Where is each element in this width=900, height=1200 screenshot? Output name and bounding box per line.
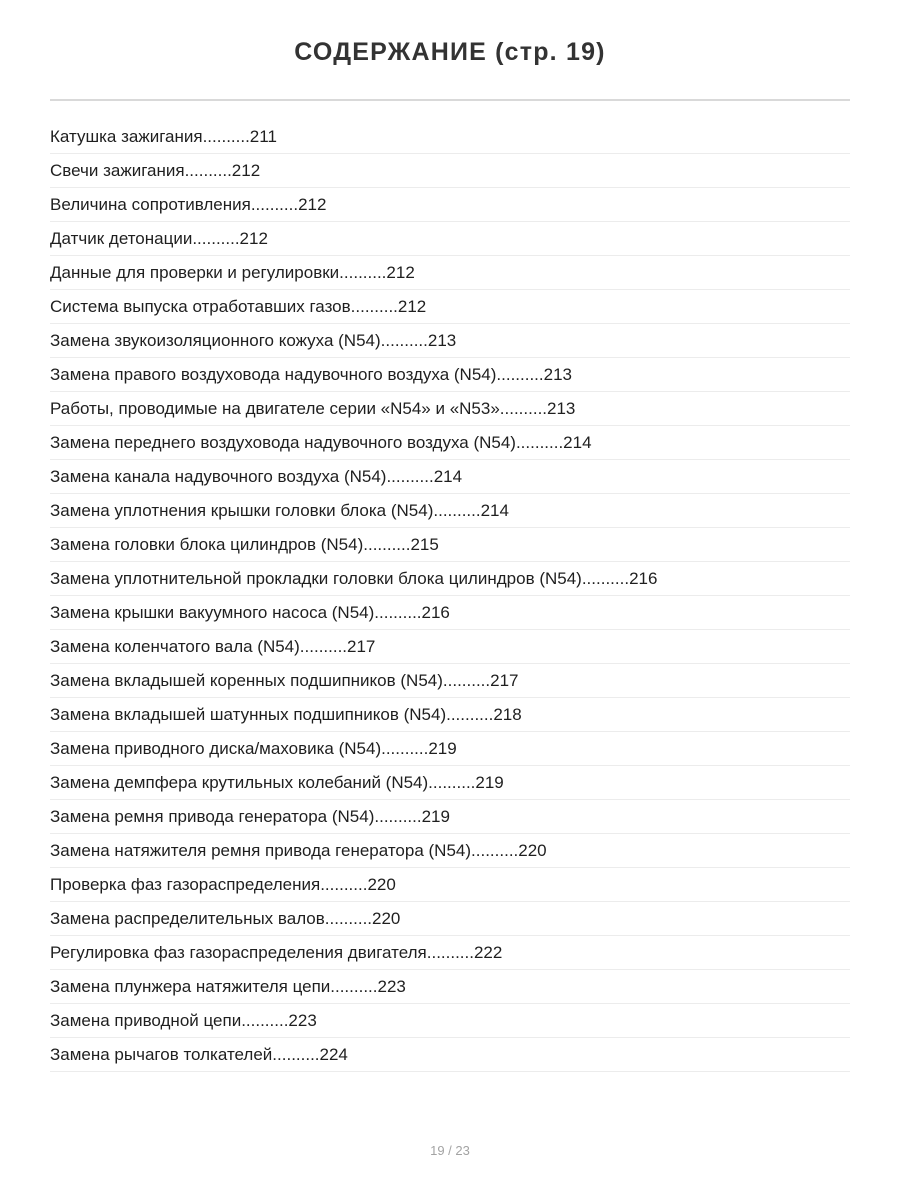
toc-entry: Замена приводной цепи..........223	[50, 1004, 850, 1038]
toc-entry: Замена звукоизоляционного кожуха (N54)..........213	[50, 324, 850, 358]
toc-entry: Замена крышки вакуумного насоса (N54)..........216	[50, 596, 850, 630]
toc-entry: Замена натяжителя ремня привода генератора (N54)..........220	[50, 834, 850, 868]
toc-entry: Замена приводного диска/маховика (N54)..........219	[50, 732, 850, 766]
toc-entry: Датчик детонации..........212	[50, 222, 850, 256]
toc-entry: Замена головки блока цилиндров (N54)..........215	[50, 528, 850, 562]
toc-entry: Величина сопротивления..........212	[50, 188, 850, 222]
toc-entry: Работы, проводимые на двигателе серии «N54» и «N53»..........213	[50, 392, 850, 426]
toc-entry: Система выпуска отработавших газов..........212	[50, 290, 850, 324]
toc-entry: Свечи зажигания..........212	[50, 154, 850, 188]
toc-entry: Замена уплотнения крышки головки блока (N54)..........214	[50, 494, 850, 528]
title-divider	[50, 99, 850, 101]
toc-entry: Замена переднего воздуховода надувочного воздуха (N54)..........214	[50, 426, 850, 460]
toc-entry: Замена распределительных валов..........220	[50, 902, 850, 936]
toc-entry: Замена вкладышей шатунных подшипников (N54)..........218	[50, 698, 850, 732]
toc-entry: Проверка фаз газораспределения..........220	[50, 868, 850, 902]
toc-entry: Данные для проверки и регулировки..........212	[50, 256, 850, 290]
toc-entry: Замена уплотнительной прокладки головки блока цилиндров (N54)..........216	[50, 562, 850, 596]
toc-entry: Замена демпфера крутильных колебаний (N54)..........219	[50, 766, 850, 800]
toc-entry: Замена ремня привода генератора (N54)..........219	[50, 800, 850, 834]
toc-entry: Замена коленчатого вала (N54)..........217	[50, 630, 850, 664]
toc-entry: Замена плунжера натяжителя цепи..........223	[50, 970, 850, 1004]
toc-entry: Замена рычагов толкателей..........224	[50, 1038, 850, 1072]
toc-entry: Замена канала надувочного воздуха (N54)..........214	[50, 460, 850, 494]
page-title: СОДЕРЖАНИЕ (стр. 19)	[294, 38, 606, 66]
toc-entry: Замена вкладышей коренных подшипников (N54)..........217	[50, 664, 850, 698]
toc-entry: Замена правого воздуховода надувочного воздуха (N54)..........213	[50, 358, 850, 392]
toc-entry: Катушка зажигания..........211	[50, 120, 850, 154]
toc-entry: Регулировка фаз газораспределения двигателя..........222	[50, 936, 850, 970]
table-of-contents	[50, 120, 850, 1072]
page-number: 19 / 23	[430, 1143, 470, 1158]
